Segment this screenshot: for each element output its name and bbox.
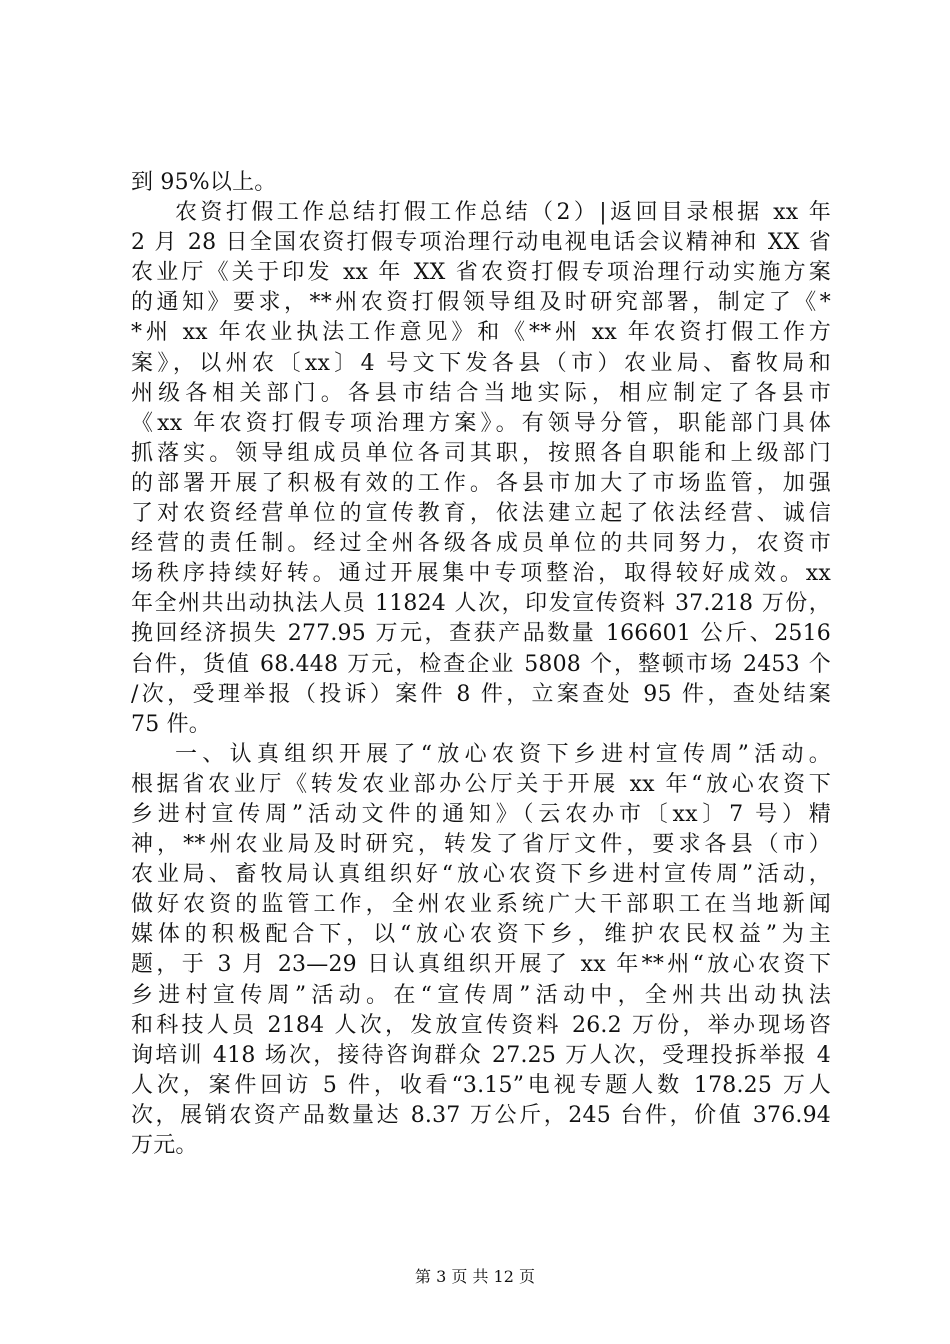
- text-line: 州级各相关部门。各县市结合当地实际，相应制定了各县市: [131, 380, 831, 406]
- text-line: 案》，以州农〔xx〕4 号文下发各县（市）农业局、畜牧局和: [131, 350, 831, 376]
- text-line: 年全州共出动执法人员 11824 人次，印发宣传资料 37.218 万份，: [131, 591, 831, 617]
- document-body: [131, 168, 831, 1161]
- text-line: 《xx 年农资打假专项治理方案》。有领导分管，职能部门具体: [131, 410, 831, 436]
- text-line: 75 件。: [131, 711, 211, 737]
- text-line: 到 95%以上。: [131, 170, 277, 195]
- text-line: 乡进村宣传周”活动文件的通知》（云农办市〔xx〕7 号）精: [131, 801, 831, 827]
- page-footer: 第 3 页 共 12 页: [415, 1267, 535, 1286]
- text-line: 询培训 418 场次，接待咨询群众 27.25 万人次，受理投拆举报 4: [131, 1042, 831, 1068]
- text-line: 农业厅《关于印发 xx 年 XX 省农资打假专项治理行动实施方案: [131, 260, 831, 286]
- text-line: 题，于 3 月 23—29 日认真组织开展了 xx 年**州“放心农资下: [131, 952, 831, 978]
- text-line: 万元。: [131, 1133, 198, 1158]
- text-line: 媒体的积极配合下，以“放心农资下乡，维护农民权益”为主: [131, 922, 831, 948]
- text-line: 和科技人员 2184 人次，发放宣传资料 26.2 万份，举办现场咨: [131, 1012, 831, 1038]
- text-line: 了对农资经营单位的宣传教育，依法建立起了依法经营、诚信: [131, 501, 831, 527]
- text-line: 经营的责任制。经过全州各级各成员单位的共同努力，农资市: [131, 531, 831, 557]
- text-line: *州 xx 年农业执法工作意见》和《**州 xx 年农资打假工作方: [131, 320, 831, 346]
- text-line: 抓落实。领导组成员单位各司其职，按照各自职能和上级部门: [131, 440, 831, 466]
- text-line: 挽回经济损失 277.95 万元，查获产品数量 166601 公斤、2516: [131, 621, 831, 647]
- text-line: 根据省农业厅《转发农业部办公厅关于开展 xx 年“放心农资下: [131, 771, 831, 797]
- text-line: 神，**州农业局及时研究，转发了省厅文件，要求各县（市）: [131, 832, 831, 858]
- text-line: 做好农资的监管工作，全州农业系统广大干部职工在当地新闻: [131, 892, 831, 918]
- text-line: 乡进村宣传周”活动。在“宣传周”活动中，全州共出动执法: [131, 982, 831, 1008]
- text-line: /次，受理举报（投诉）案件 8 件，立案查处 95 件，查处结案: [131, 681, 831, 707]
- text-line: 农业局、畜牧局认真组织好“放心农资下乡进村宣传周”活动，: [131, 862, 831, 888]
- text-line: 人次，案件回访 5 件，收看“3.15”电视专题人数 178.25 万人: [131, 1072, 831, 1098]
- text-line: 一、认真组织开展了“放心农资下乡进村宣传周”活动。: [175, 741, 831, 767]
- text-line: 场秩序持续好转。通过开展集中专项整治，取得较好成效。xx: [131, 561, 831, 587]
- text-line: 的通知》要求，**州农资打假领导组及时研究部署，制定了《*: [131, 290, 831, 316]
- text-line: 的部署开展了积极有效的工作。各县市加大了市场监管，加强: [131, 470, 831, 496]
- text-line: 次，展销农资产品数量达 8.37 万公斤，245 台件，价值 376.94: [131, 1102, 831, 1128]
- text-line: 农资打假工作总结打假工作总结（2）|返回目录根据 xx 年: [175, 200, 831, 226]
- text-line: 2 月 28 日全国农资打假专项治理行动电视电话会议精神和 XX 省: [131, 230, 831, 256]
- text-line: 台件，货值 68.448 万元，检查企业 5808 个，整顿市场 2453 个: [131, 651, 831, 677]
